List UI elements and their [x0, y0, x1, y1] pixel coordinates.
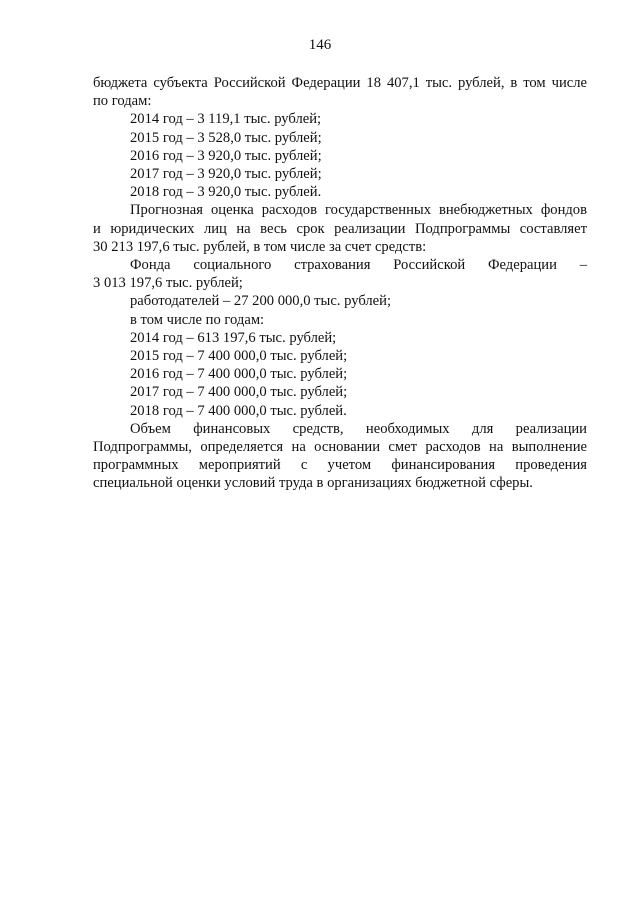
text-line: 30 213 197,6 тыс. рублей, в том числе за счет средств:	[93, 238, 427, 255]
text-line: Объем финансовых средств, необходимых для реализации	[130, 420, 587, 437]
text-line: специальной оценки условий труда в организациях бюджетной сферы.	[93, 475, 533, 492]
text-line: бюджета субъекта Российской Федерации 18 407,1 тыс. рублей, в том числе	[93, 75, 587, 91]
text-line: в том числе по годам:	[130, 311, 265, 328]
text-line: 2016 год – 3 920,0 тыс. рублей;	[130, 147, 322, 164]
text-line: 2015 год – 7 400 000,0 тыс. рублей;	[130, 348, 348, 365]
text-line: 2018 год – 7 400 000,0 тыс. рублей.	[130, 402, 347, 419]
text-line: по годам:	[93, 93, 152, 110]
document-body	[93, 74, 587, 493]
text-line: 2014 год – 613 197,6 тыс. рублей;	[130, 329, 337, 346]
text-line: Фонда социального страхования Российской Федерации –	[130, 257, 587, 274]
text-line: 2016 год – 7 400 000,0 тыс. рублей;	[130, 366, 348, 383]
text-line: 2014 год – 3 119,1 тыс. рублей;	[130, 111, 322, 128]
page-number: 146	[308, 37, 332, 53]
text-line: 2018 год – 3 920,0 тыс. рублей.	[130, 184, 322, 201]
text-line: 3 013 197,6 тыс. рублей;	[93, 275, 243, 292]
text-line: 2017 год – 7 400 000,0 тыс. рублей;	[130, 384, 348, 401]
text-line: Прогнозная оценка расходов государственных внебюджетных фондов	[130, 202, 587, 219]
text-line: Подпрограммы, определяется на основании смет расходов на выполнение	[93, 439, 587, 456]
text-line: и юридических лиц на весь срок реализации Подпрограммы составляет	[93, 220, 587, 237]
text-line: 2017 год – 3 920,0 тыс. рублей;	[130, 166, 322, 183]
text-line: 2015 год – 3 528,0 тыс. рублей;	[130, 129, 322, 146]
text-line: работодателей – 27 200 000,0 тыс. рублей;	[130, 293, 392, 310]
text-line: программных мероприятий с учетом финансирования проведения	[93, 457, 587, 474]
